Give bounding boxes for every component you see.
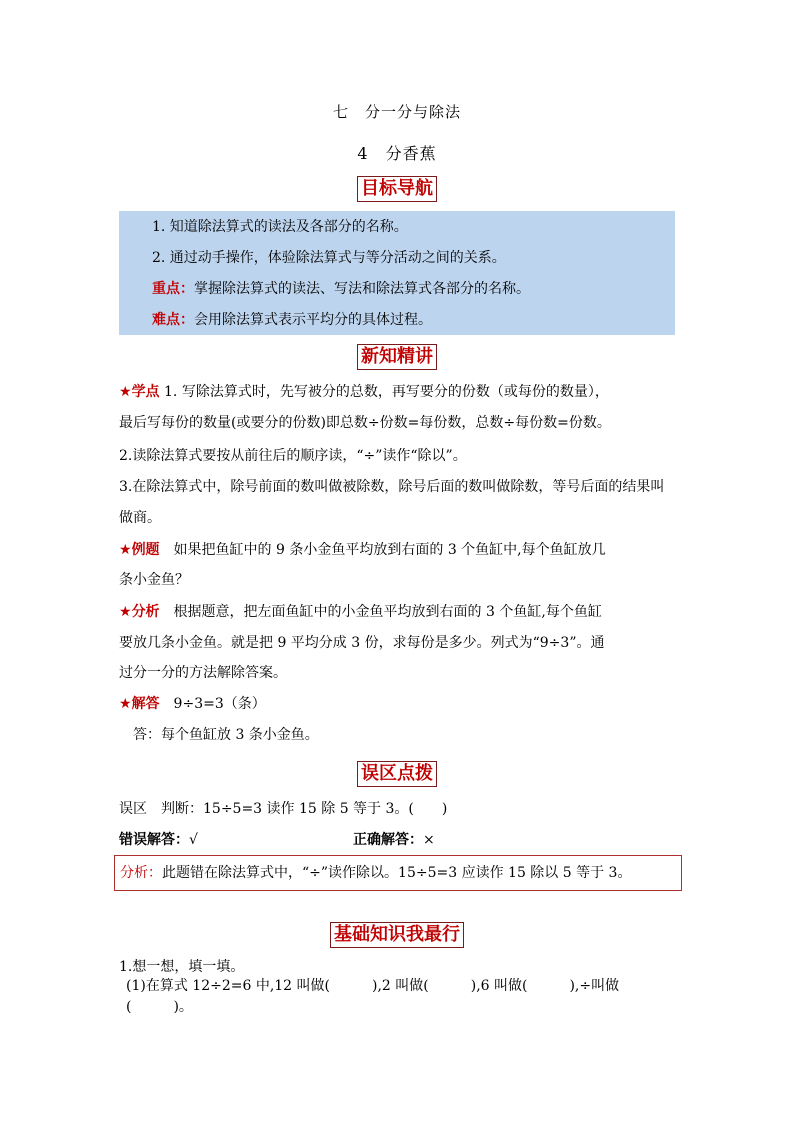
basics-q1-title: 1.想一想，填一填。 (119, 959, 245, 975)
mistake-analysis-text: 此题错在除法算式中，“÷”读作除以。15÷5=3 应读作 15 除以 5 等于 3。 (162, 865, 632, 881)
mistake-analysis (120, 863, 631, 883)
knowledge-point-line-2: 最后写每份的数量(或要分的份数)即总数÷份数=每份数，总数÷每份数=份数。 (119, 415, 611, 431)
knowledge-point-line-4: 3.在除法算式中，除号前面的数叫做被除数，除号后面的数叫做除数，等号后面的结果叫 (119, 479, 665, 495)
analysis-line-3: 过分一分的方法解除答案。 (119, 665, 287, 681)
goal-key-point (152, 279, 530, 299)
star-icon: ★ (119, 604, 132, 620)
difficult-point-label: 难点： (152, 312, 194, 328)
lesson-title: 4 分香蕉 (357, 144, 437, 163)
goals-panel (119, 211, 675, 335)
right-answer-value: × (423, 832, 435, 848)
analysis-label: 分析 (131, 604, 160, 620)
difficult-point-text: 会用除法算式表示平均分的具体过程。 (194, 312, 432, 328)
key-point-text: 掌握除法算式的读法、写法和除法算式各部分的名称。 (194, 281, 530, 297)
right-answer-label: 正确解答： (353, 832, 423, 848)
knowledge-point-line-1 (119, 382, 609, 402)
answer-label: 解答 (131, 696, 160, 712)
example-line-1 (119, 540, 606, 560)
new-knowledge-heading: 新知精讲 (357, 344, 437, 370)
key-point-label: 重点： (152, 281, 194, 297)
star-icon: ★ (119, 384, 132, 400)
example-text-1: 如果把鱼缸中的 9 条小金鱼平均放到右面的 3 个鱼缸中,每个鱼缸放几 (159, 542, 606, 558)
wrong-answer (119, 830, 198, 850)
example-line-2: 条小金鱼？ (119, 572, 189, 588)
analysis-line-1 (119, 602, 602, 622)
basics-q1-line-1: (1)在算式 12÷2=6 中,12 叫做( ),2 叫做( ),6 叫做( ),÷叫做 (126, 978, 620, 994)
knowledge-point-line-5: 做商。 (119, 510, 161, 526)
point-text-1: 1. 写除法算式时，先写被分的总数，再写要分的份数（或每份的数量）， (159, 384, 609, 400)
star-icon: ★ (119, 696, 132, 712)
mistake-analysis-box (114, 855, 682, 891)
mistake-analysis-label: 分析： (120, 865, 162, 881)
goals-heading: 目标导航 (357, 176, 437, 202)
example-label: 例题 (131, 542, 160, 558)
goal-difficult-point (152, 310, 432, 330)
answer-line-1 (119, 694, 266, 714)
star-icon: ★ (119, 542, 132, 558)
unit-title: 七 分一分与除法 (332, 103, 461, 121)
goal-line-2: 2. 通过动手操作，体验除法算式与等分活动之间的关系。 (152, 250, 506, 266)
wrong-answer-label: 错误解答： (119, 832, 189, 848)
goal-line-1: 1. 知道除法算式的读法及各部分的名称。 (152, 219, 408, 235)
basics-heading: 基础知识我最行 (330, 922, 464, 948)
answer-line-2: 答：每个鱼缸放 3 条小金鱼。 (133, 727, 319, 743)
analysis-line-2: 要放几条小金鱼。就是把 9 平均分成 3 份，求每份是多少。列式为“9÷3”。通 (119, 635, 605, 651)
wrong-answer-value: √ (189, 832, 198, 848)
right-answer (353, 830, 435, 850)
knowledge-point-line-3: 2.读除法算式要按从前往后的顺序读，“÷”读作“除以”。 (119, 448, 467, 464)
basics-q1-line-2: ( )。 (126, 999, 193, 1015)
point-label: 学点 (131, 384, 160, 400)
mistakes-heading: 误区点拨 (357, 761, 437, 787)
answer-text-1: 9÷3=3（条） (159, 696, 266, 712)
analysis-text-1: 根据题意，把左面鱼缸中的小金鱼平均放到右面的 3 个鱼缸,每个鱼缸 (159, 604, 602, 620)
mistake-question: 误区 判断：15÷5=3 读作 15 除 5 等于 3。( ) (119, 801, 448, 817)
